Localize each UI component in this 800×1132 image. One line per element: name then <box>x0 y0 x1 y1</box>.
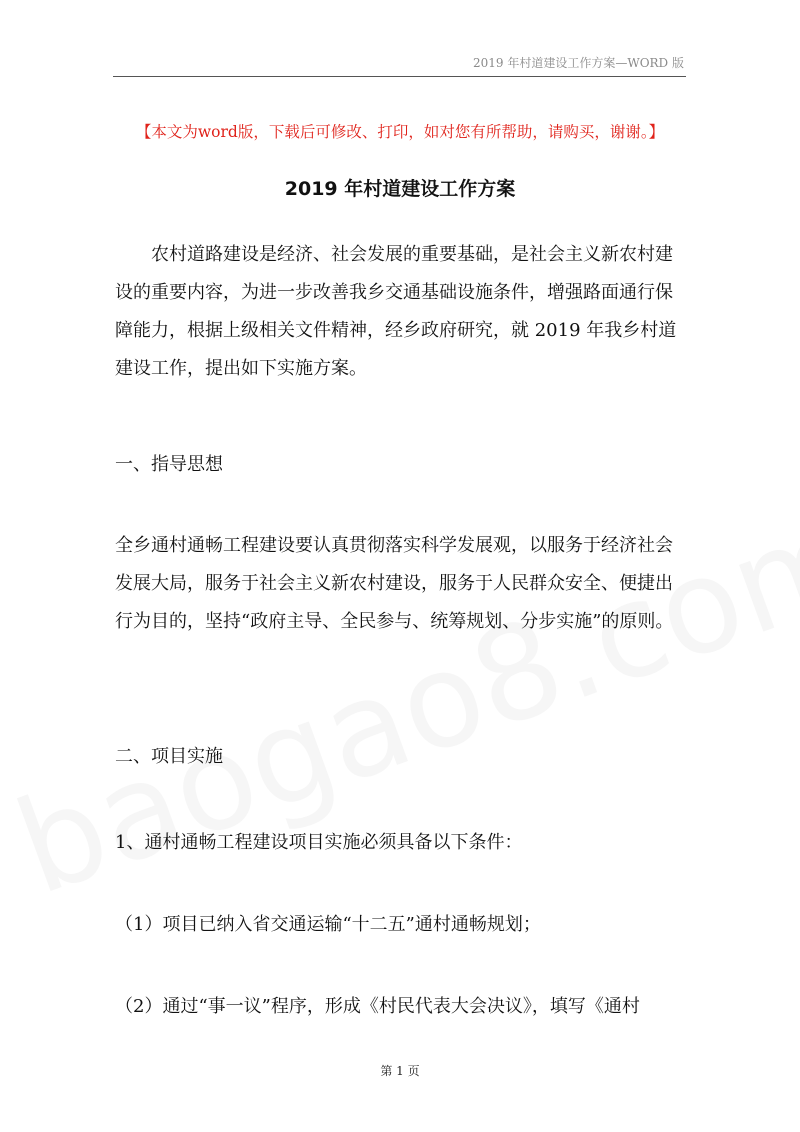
condition-item-2: （2）通过“事一议”程序，形成《村民代表大会决议》，填写《通村 <box>115 996 640 1017</box>
purchase-notice: 【本文为word版，下载后可修改、打印，如对您有所帮助，请购买，谢谢。】 <box>135 123 665 141</box>
section-heading-project-implementation: 二、项目实施 <box>115 746 223 767</box>
intro-paragraph: 农村道路建设是经济、社会发展的重要基础，是社会主义新农村建设的重要内容，为进一步改善我乡交通基础设施条件，增强路面通行保障能力，根据上级相关文件精神，经乡政府研究，就 2019 年我乡村道建设工作，提出如下实施方案。 <box>115 244 677 379</box>
section-heading-guiding-ideology: 一、指导思想 <box>115 454 223 475</box>
header-divider <box>113 76 686 77</box>
page-number: 第 1 页 <box>380 1064 420 1078</box>
implementation-item-1: 1、通村通畅工程建设项目实施必须具备以下条件： <box>115 832 523 853</box>
condition-item-1: （1）项目已纳入省交通运输“十二五”通村通畅规划； <box>115 914 541 935</box>
guiding-ideology-paragraph: 全乡通村通畅工程建设要认真贯彻落实科学发展观，以服务于经济社会发展大局，服务于社会主义新农村建设，服务于人民群众安全、便捷出行为目的，坚持“政府主导、全民参与、统筹规划、分步实施”的原则。 <box>115 535 674 632</box>
running-header: 2019 年村道建设工作方案—WORD 版 <box>473 56 684 70</box>
document-title: 2019 年村道建设工作方案 <box>284 178 516 200</box>
